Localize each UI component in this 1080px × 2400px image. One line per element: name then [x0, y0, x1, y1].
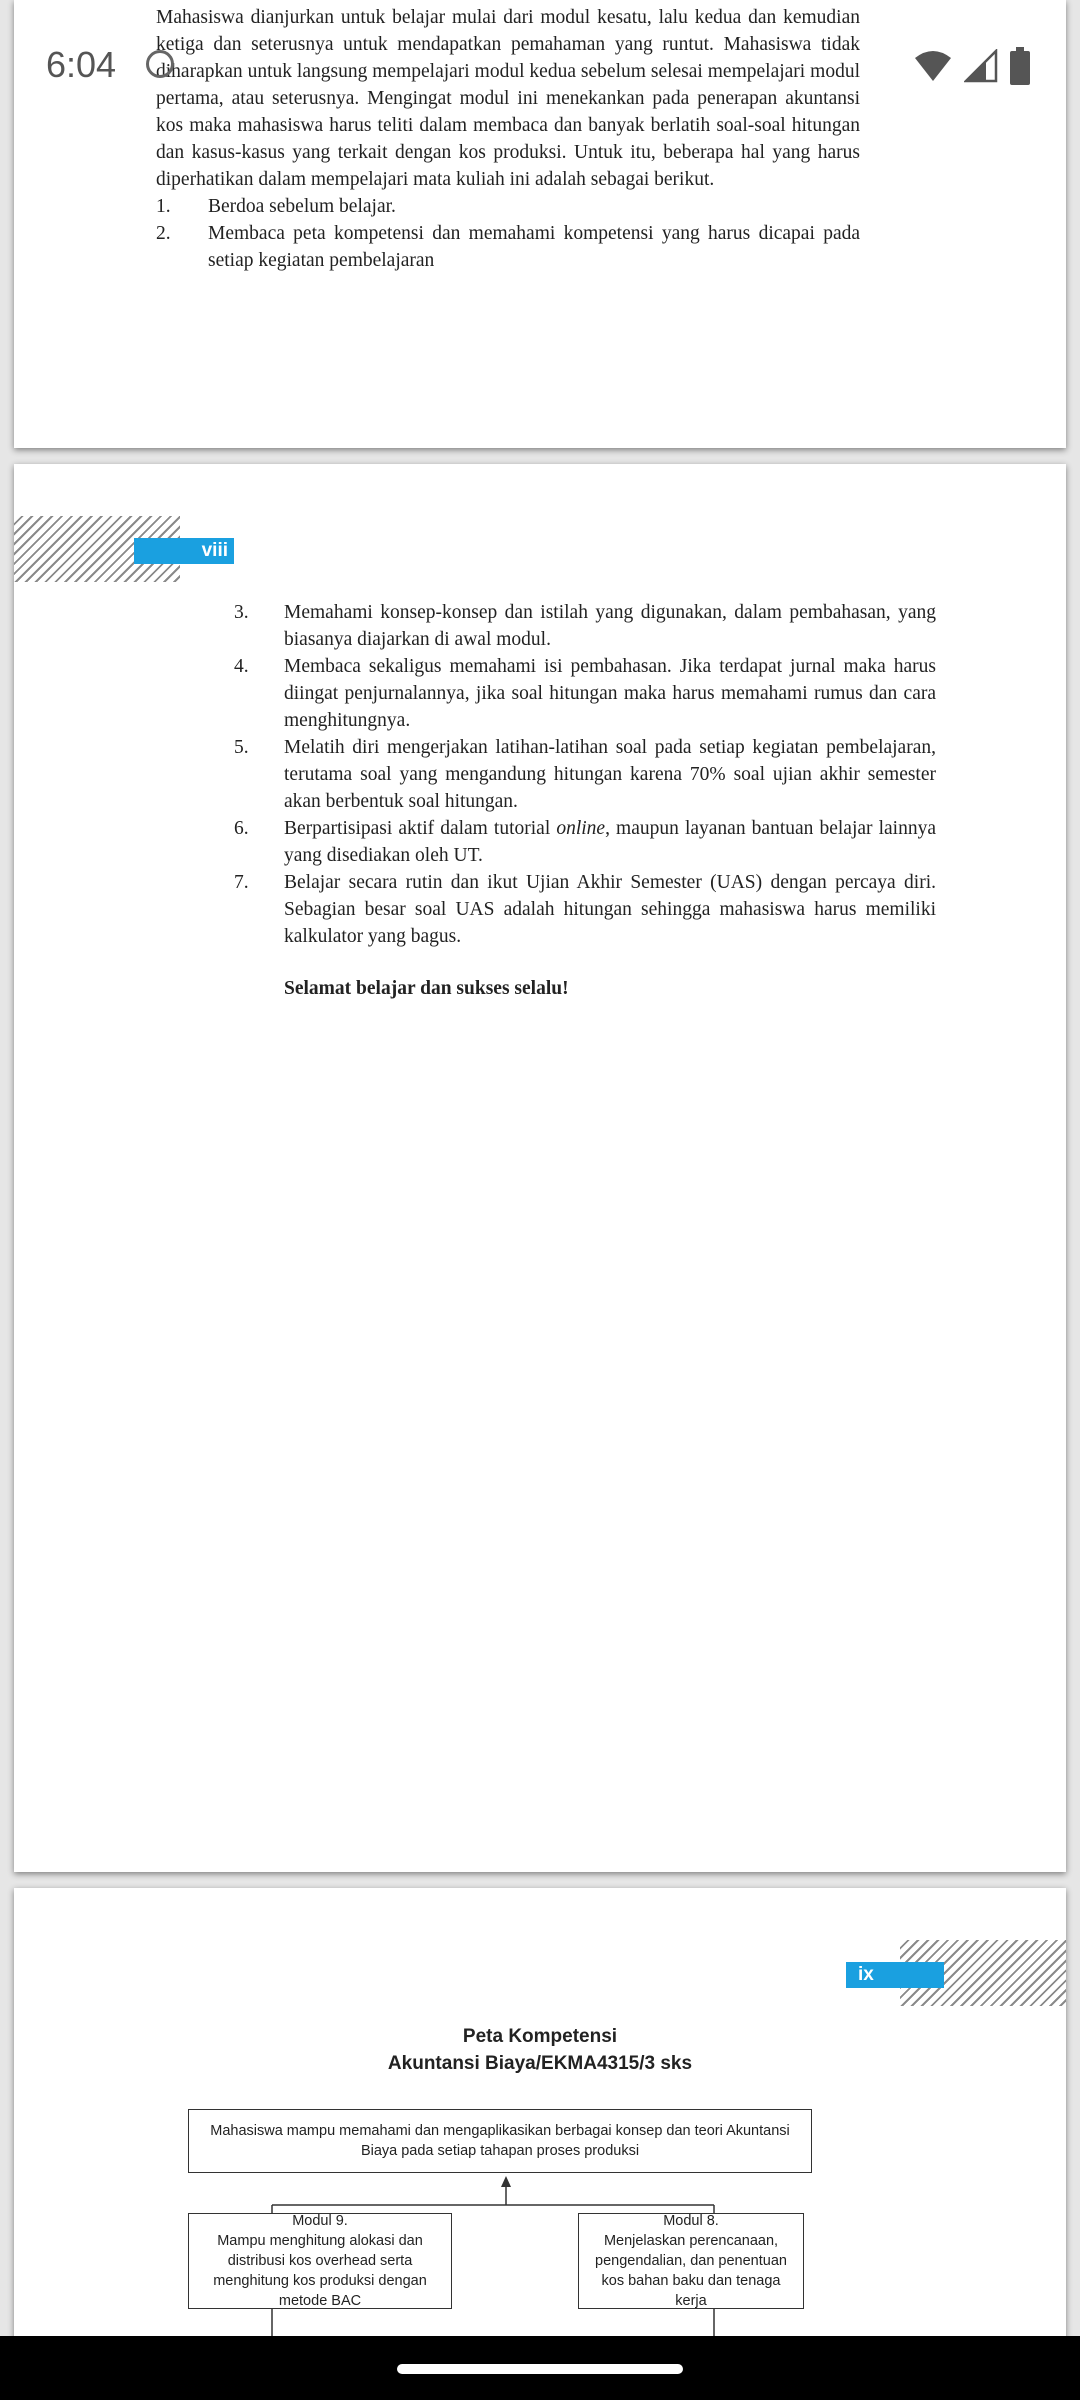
list-item-text-part: Berpartisipasi aktif dalam tutorial	[284, 818, 557, 839]
document-page-2	[14, 464, 1066, 1872]
status-time: 6:04	[46, 44, 117, 85]
list-item-number: 7.	[234, 872, 249, 893]
study-tips-list	[156, 193, 860, 274]
page-number-badge: ix	[846, 1962, 944, 1988]
module-9-text: Mampu menghitung alokasi dan distribusi kos overhead serta menghitung kos produksi dengan metode BAC	[213, 2233, 427, 2309]
list-item	[234, 734, 936, 815]
list-item-number: 6.	[234, 818, 249, 839]
list-item	[156, 193, 860, 220]
module-9-title: Modul 9.	[292, 2213, 348, 2229]
competency-goal-text: Mahasiswa mampu memahami dan mengaplikasikan berbagai konsep dan teori Akuntansi Biaya pada setiap tahapan proses produksi	[210, 2123, 790, 2159]
list-item	[234, 599, 936, 653]
list-item	[234, 653, 936, 734]
module-8-text: Menjelaskan perencanaan, pengendalian, dan penentuan kos bahan baku dan tenaga kerja	[595, 2233, 787, 2309]
list-item-text: Belajar secara rutin dan ikut Ujian Akhir Semester (UAS) dengan percaya diri. Sebagian besar soal UAS adalah hitungan sehingga mahasiswa harus memiliki kalkulator yang bagus.	[284, 872, 936, 947]
gesture-navigation-bar	[0, 2336, 1080, 2400]
page-number-badge: viii	[134, 538, 234, 564]
status-icons	[914, 46, 1030, 86]
list-item-number: 1.	[156, 196, 171, 217]
list-item-number: 5.	[234, 737, 249, 758]
intro-paragraph: Mahasiswa dianjurkan untuk belajar mulai dari modul kesatu, lalu kedua dan kemudian ketiga dan seterusnya untuk mendapatkan pemahaman yang runtut. Mahasiswa tidak diharapkan untuk langsung mempelajari modul kedua sebelum selesai mempelajari modul pertama, atau seterusnya. Mengingat modul ini menekankan pada penerapan akuntansi kos maka mahasiswa harus teliti dalam membaca dan banyak berlatih soal-soal hitungan dan kasus-kasus yang terkait dengan kos produksi. Untuk itu, beberapa hal yang harus diperhatikan dalam mempelajari mata kuliah ini adalah sebagai berikut.	[156, 7, 860, 190]
list-item-text: Memahami konsep-konsep dan istilah yang digunakan, dalam pembahasan, yang biasanya diajarkan di awal modul.	[284, 602, 936, 650]
list-item-number: 2.	[156, 223, 171, 244]
app-notification-icon	[146, 50, 174, 78]
arrow-up-icon	[501, 2176, 511, 2187]
module-8-box	[578, 2213, 804, 2309]
list-item-text	[284, 815, 936, 869]
closing-message: Selamat belajar dan sukses selalu!	[284, 978, 569, 999]
list-item	[156, 220, 860, 274]
module-9-box	[188, 2213, 452, 2309]
list-item-number: 3.	[234, 602, 249, 623]
list-item-text-italic: online	[556, 818, 606, 839]
battery-icon	[1010, 47, 1030, 85]
document-page-3	[14, 1888, 1066, 2400]
competency-map-title: Peta Kompetensi	[462, 2026, 618, 2047]
list-item-text: Berdoa sebelum belajar.	[208, 196, 396, 217]
wifi-icon	[914, 50, 952, 82]
signal-icon	[964, 49, 998, 83]
diagram-connectors	[14, 1888, 1066, 2400]
list-item	[234, 815, 936, 869]
list-item-text: Melatih diri mengerjakan latihan-latihan soal pada setiap kegiatan pembelajaran, terutama soal yang mengandung hitungan karena 70% soal ujian akhir semester akan berbentuk soal hitungan.	[284, 737, 936, 812]
module-8-title: Modul 8.	[663, 2213, 719, 2229]
home-gesture-handle[interactable]	[397, 2364, 683, 2374]
list-item-text: Membaca sekaligus memahami isi pembahasan. Jika terdapat jurnal maka harus diingat penjurnalannya, jika soal hitungan maka harus memahami rumus dan cara menghitungnya.	[284, 656, 936, 731]
competency-map-subtitle: Akuntansi Biaya/EKMA4315/3 sks	[387, 2053, 693, 2074]
list-item-number: 4.	[234, 656, 249, 677]
study-tips-list-continued	[234, 599, 936, 950]
list-item-text-part: , maupun layanan bantuan belajar lainnya yang disediakan oleh UT.	[284, 818, 936, 866]
list-item-text: Membaca peta kompetensi dan memahami kompetensi yang harus dicapai pada setiap kegiatan pembelajaran	[208, 223, 860, 271]
list-item	[234, 869, 936, 950]
